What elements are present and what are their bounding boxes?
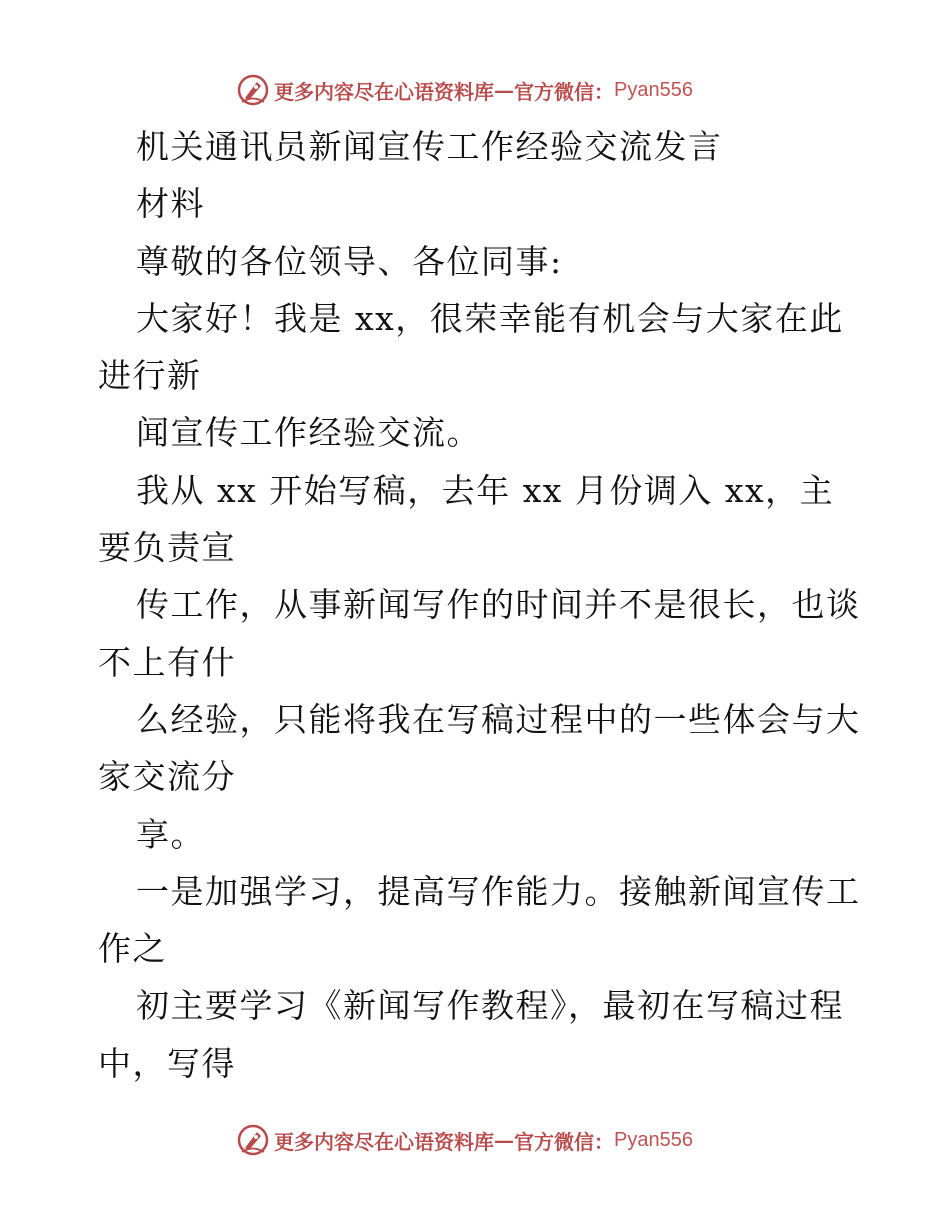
banner-label: 官方微信： <box>514 79 614 104</box>
banner-text: 更多内容尽在心语资料库 <box>274 1129 494 1154</box>
pen-nib-logo-icon <box>236 73 270 107</box>
salutation-line: 尊敬的各位领导、各位同事: <box>136 241 563 281</box>
banner-text: 更多内容尽在心语资料库 <box>274 79 494 104</box>
title-line-1: 机关通讯员新闻宣传工作经验交流发言 <box>136 127 723 166</box>
header-watermark-banner <box>236 72 693 108</box>
paragraph-line: 传工作，从事新闻写作的时间并不是很长，也谈 <box>136 585 861 625</box>
paragraph-line: 么经验，只能将我在写稿过程中的一些体会与大 <box>136 699 861 739</box>
paragraph-line: 闻宣传工作经验交流。 <box>136 413 481 453</box>
title-line-2: 材料 <box>136 184 205 224</box>
paragraph-line: 享。 <box>136 814 205 854</box>
paragraph-line: 进行新 <box>98 356 202 396</box>
paragraph-line: 要负责宣 <box>98 528 236 568</box>
banner-label: 官方微信： <box>514 1129 614 1154</box>
banner-wechat-id: Pyan556 <box>614 1128 693 1151</box>
paragraph-line: 初主要学习《新闻写作教程》，最初在写稿过程 <box>136 986 844 1026</box>
banner-wechat-id: Pyan556 <box>614 78 693 101</box>
paragraph-line: 大家好！我是 xx，很荣幸能有机会与大家在此 <box>136 298 844 338</box>
paragraph-line: 作之 <box>98 929 167 969</box>
paragraph-line: 中，写得 <box>98 1043 236 1083</box>
footer-watermark-banner <box>236 1122 693 1158</box>
banner-dash: — <box>494 1128 514 1152</box>
document-body <box>98 118 861 1092</box>
paragraph-line: 一是加强学习，提高写作能力。接触新闻宣传工 <box>136 871 861 911</box>
paragraph-line: 我从 xx 开始写稿，去年 xx 月份调入 xx，主 <box>136 470 835 510</box>
banner-dash: — <box>494 78 514 102</box>
paragraph-line: 家交流分 <box>98 757 236 797</box>
pen-nib-logo-icon <box>236 1123 270 1157</box>
paragraph-line: 不上有什 <box>98 642 236 682</box>
